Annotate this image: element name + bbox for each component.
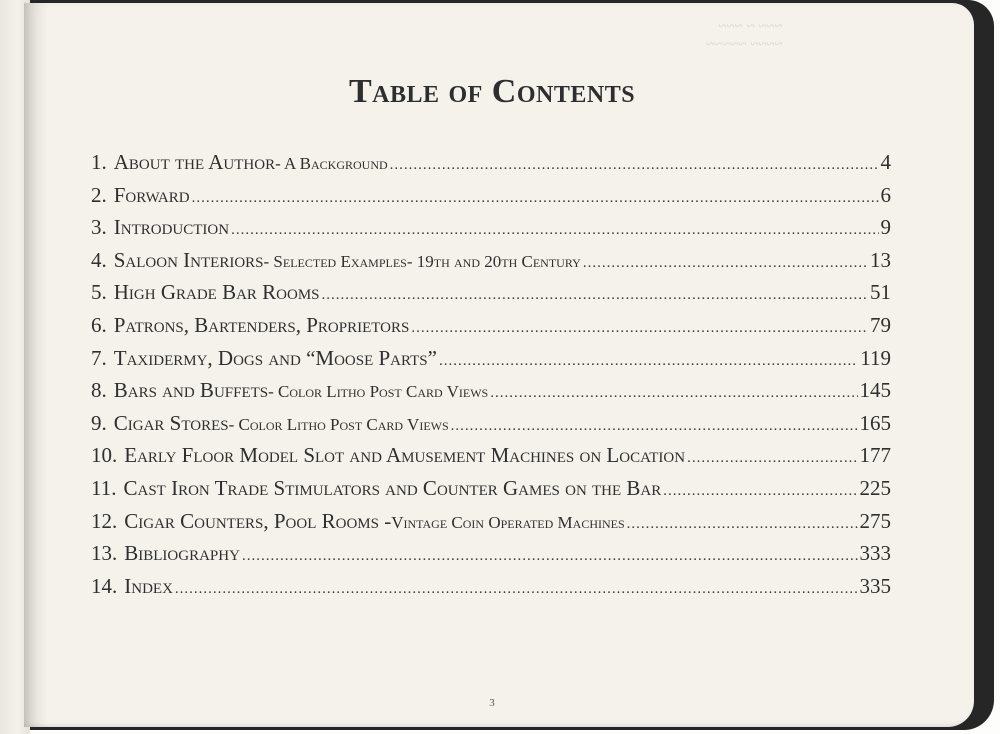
toc-entry-page: 165 [859,410,891,435]
toc-entry-title: Patrons, Bartenders, Proprietors [113,312,410,337]
toc-entry-title: Saloon Interiors [113,247,264,272]
toc-entry [91,346,891,379]
toc-entry [91,248,891,281]
toc-entry-page: 79 [870,312,891,337]
toc-entry-subtitle: Vintage Coin Operated Machines [391,512,625,532]
toc-entry-title: Cast Iron Trade Stimulators and Counter Games on the Bar [123,475,662,500]
toc-entry-title: Bars and Buffets [113,378,269,403]
dot-leader [490,385,857,402]
toc-entry [91,215,891,248]
toc-entry [91,378,891,411]
toc-entry [91,476,891,509]
dot-leader [663,483,857,500]
dot-leader [231,222,878,239]
toc-entry-number: 10. [91,443,118,468]
dot-leader [627,516,858,533]
toc-entry-title: Early Floor Model Slot and Amusement Machines on Location [124,443,686,468]
toc-entry-title: Bibliography [124,541,240,566]
dot-leader [451,418,858,435]
toc-entry-page: 119 [860,345,891,370]
toc-entry-title: Taxidermy, Dogs and “Moose Parts” [113,345,437,370]
dot-leader [687,450,857,467]
toc-entry-title: About the Author [113,150,276,174]
dot-leader [439,353,858,370]
dot-leader [175,581,858,598]
toc-entry-number: 8. [91,378,107,403]
toc-entry-number: 13. [91,541,118,566]
toc-entry-subtitle: - A Background [275,154,388,173]
toc-entry-title: Cigar Stores [113,410,229,435]
toc-entry [91,313,891,346]
page-title: Table of Contents [348,72,636,110]
toc-entry-number: 2. [91,182,107,207]
dot-leader [242,548,858,565]
toc-entry-page: 335 [859,573,891,598]
toc-entry-number: 3. [91,215,107,240]
toc-entry-page: 13 [870,247,891,272]
toc-entry-title: High Grade Bar Rooms [113,280,320,305]
toc-entry-title: Index [124,573,173,598]
toc-entry [91,411,891,444]
toc-entry [91,150,891,183]
dot-leader [390,157,879,174]
toc-entry [91,183,891,216]
toc-entry-page: 6 [880,182,891,207]
toc-entry-number: 14. [91,573,118,598]
toc-entry [91,541,891,574]
toc-entry-subtitle: - Selected Examples- 19th and 20th Century [263,251,581,271]
toc-entry-number: 9. [91,410,107,435]
toc-entry-subtitle: - Color Litho Post Card Views [228,414,449,434]
toc-entry-page: 225 [859,475,891,500]
toc-entry-number: 5. [91,280,107,305]
toc-entry-number: 12. [91,508,118,533]
toc-entry-page: 177 [859,443,891,468]
toc-entry-number: 4. [91,247,107,272]
toc-entry-title: Cigar Counters, Pool Rooms - [124,508,392,533]
toc-entry-number: 1. [91,150,107,174]
toc-entry-number: 7. [91,345,107,370]
toc-entry-number: 6. [91,312,107,337]
toc-entry-number: 11. [91,475,117,500]
toc-entry-page: 51 [870,280,891,305]
toc-entry [91,280,891,313]
bleed-through-marks: ~~~ ~ ~~~ ~~~~ ~~~~~ [706,19,783,53]
dot-leader [583,255,868,272]
toc-entry-page: 9 [880,215,891,240]
page-number: 3 [489,697,495,709]
dot-leader [322,287,868,304]
toc-entry-title: Forward [113,182,190,207]
toc-entry-title: Introduction [113,215,230,240]
toc-entry-page: 4 [880,150,891,174]
dot-leader [192,190,879,207]
toc-entry [91,443,891,476]
toc-entry [91,574,891,607]
toc-entry [91,509,891,542]
toc-entry-subtitle: - Color Litho Post Card Views [268,382,489,402]
toc-entry-page: 275 [859,508,891,533]
table-of-contents [91,150,891,606]
toc-entry-page: 333 [859,541,891,566]
toc-entry-page: 145 [859,378,891,403]
dot-leader [411,320,868,337]
